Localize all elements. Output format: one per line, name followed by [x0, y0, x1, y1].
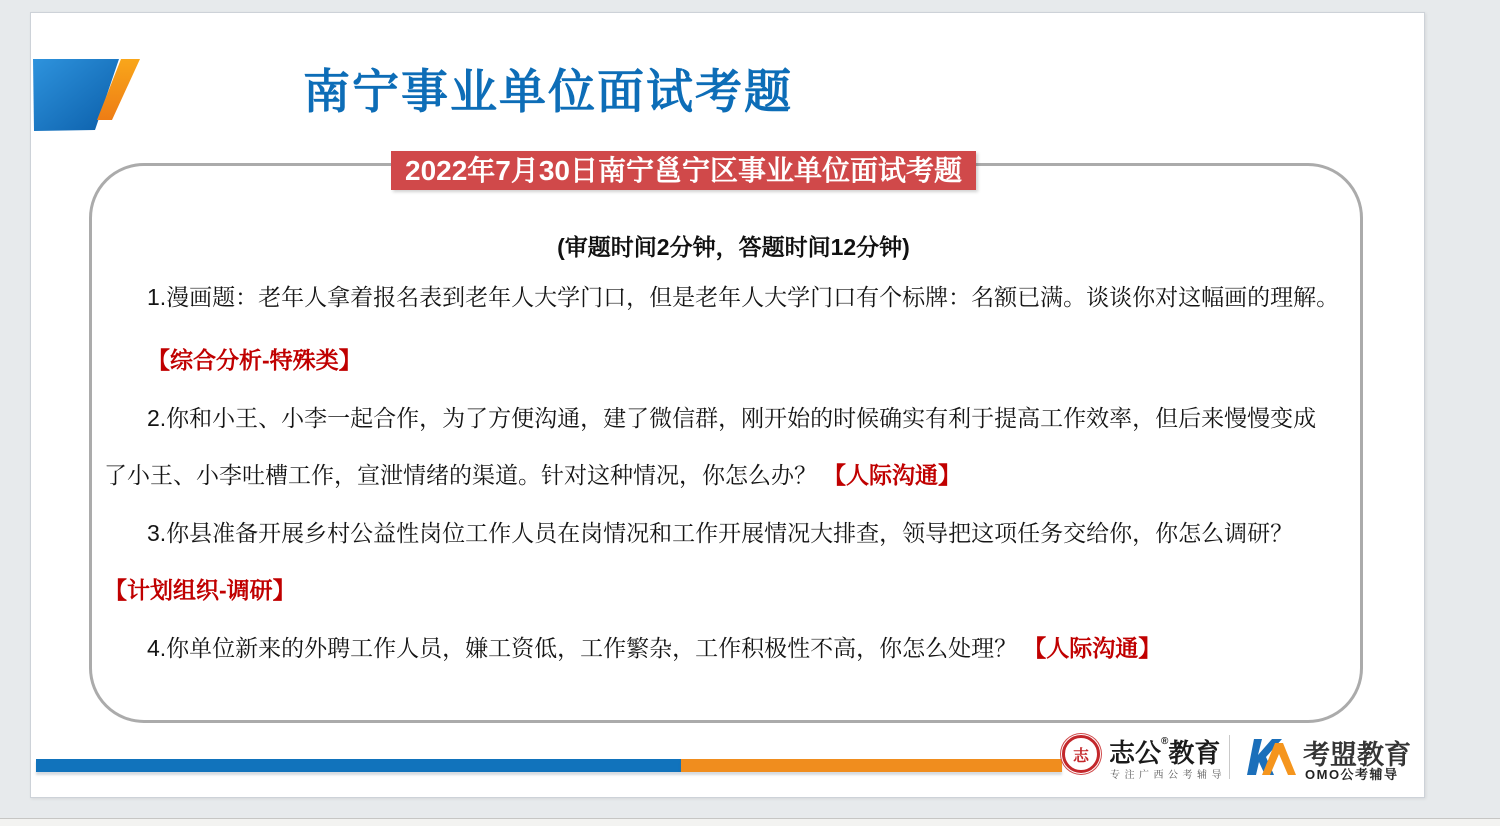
question-3: [104, 519, 1366, 547]
question-4-text: 4.你单位新来的外聘工作人员，嫌工资低，工作繁杂，工作积极性不高，你怎么处理？: [147, 635, 1018, 661]
zhigong-seal-icon: [1062, 735, 1100, 773]
footer-bar-blue: [36, 759, 681, 772]
footer-bar-orange: [681, 759, 1062, 772]
zhigong-logo-name: [1109, 733, 1220, 770]
page-title: 南宁事业单位面试考题: [303, 65, 793, 118]
question-2-text-1: 2.你和小王、小李一起合作，为了方便沟通，建了微信群，刚开始的时候确实有利于提高工作效率，但后来慢慢变成: [147, 405, 1317, 431]
registered-mark-icon: ®: [1161, 736, 1169, 747]
slide: [30, 12, 1425, 798]
workspace-bottom-strip: [0, 818, 1500, 826]
blue-ribbon-shape: [33, 59, 119, 131]
zhigong-name-post: 教育: [1168, 738, 1221, 768]
corner-ribbon-decoration: [31, 53, 151, 139]
question-1: [104, 283, 1366, 311]
question-4: [104, 634, 1366, 662]
zhigong-name-pre: 志公: [1109, 738, 1162, 768]
question-2-tag-1: [1316, 405, 1322, 431]
question-1-text: 1.漫画题：老年人拿着报名表到老年人大学门口，但是老年人大学门口有个标牌：名额已满。谈谈你对这幅画的理解。: [147, 284, 1340, 310]
question-2-line-1: [104, 404, 1366, 432]
category-tag-planning: 【计划组织-调研】: [104, 577, 296, 603]
question-1-category: [104, 346, 1366, 374]
question-2-text-2: 了小王、小李吐槽工作，宣泄情绪的渠道。针对这种情况，你怎么办？: [104, 462, 817, 488]
category-tag-analysis: 【综合分析-特殊类】: [147, 347, 362, 373]
category-tag-interpersonal-1: 【人际沟通】: [823, 462, 961, 488]
question-3-category: [104, 576, 1366, 604]
question-1-tag: [1339, 284, 1345, 310]
zhigong-tagline: 专注广西公考辅导: [1110, 770, 1226, 781]
kaomeng-tagline: OMO公考辅导: [1305, 767, 1399, 782]
kaomeng-logo-icon: [1245, 737, 1297, 777]
category-tag-interpersonal-2: 【人际沟通】: [1023, 635, 1162, 661]
logo-divider: [1229, 735, 1230, 779]
zhigong-seal-char: 志: [1072, 747, 1089, 765]
date-banner: 2022年7月30日南宁邕宁区事业单位面试考题: [391, 151, 976, 190]
question-2-line-2: [104, 461, 1366, 489]
question-3-tag: [1293, 520, 1299, 546]
timing-note: (审题时间2分钟，答题时间12分钟): [557, 234, 910, 260]
kaomeng-logo-name: 考盟教育: [1303, 740, 1411, 770]
question-3-text: 3.你县准备开展乡村公益性岗位工作人员在岗情况和工作开展情况大排查，领导把这项任务交给你，你怎么调研？: [147, 520, 1294, 546]
